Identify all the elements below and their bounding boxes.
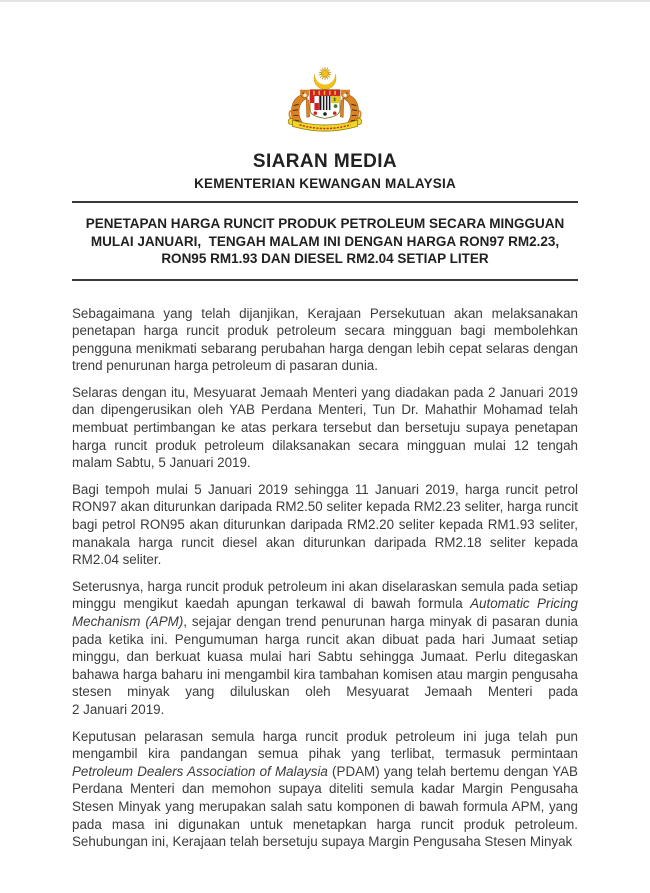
ministry-name: KEMENTERIAN KEWANGAN MALAYSIA — [194, 176, 456, 191]
divider-top — [72, 201, 578, 203]
headline-line: RON95 RM1.93 DAN DIESEL RM2.04 SETIAP LITER — [161, 251, 489, 266]
body-paragraph: Keputusan pelarasan semula harga runcit produk petroleum ini juga telah pun mengambil kira pandangan semua pihak yang terlibat, termasuk permintaan Petroleum Dealers Association of Malaysia (PDAM) yang telah bertemu dengan YAB Perdana Menteri dan memohon supaya diteliti semula kadar Margin Pengusaha Stesen Minyak yang merupakan salah satu komponen di bawah formula APM, yang pada masa ini digunakan untuk menetapkan harga runcit produk petroleum. Sehubungan ini, Kerajaan telah bersetuju supaya Margin Pengusaha Stesen Minyak — [72, 728, 578, 850]
document-title: SIARAN MEDIA — [252, 151, 398, 172]
body-paragraph: Selaras dengan itu, Mesyuarat Jemaah Menteri yang diadakan pada 2 Januari 2019 dan dipengerusikan oleh YAB Perdana Menteri, Tun Dr. Mahathir Mohamad telah membuat pertimbangan ke atas perkara tersebut dan bersetuju supaya penetapan harga runcit produk petroleum dilaksanakan secara mingguan mulai 12 tengah malam Sabtu, 5 Januari 2019. — [72, 384, 578, 471]
body-paragraph: Seterusnya, harga runcit produk petroleum ini akan diselaraskan semula pada setiap minggu mengikut kaedah apungan terkawal di bawah formula Automatic Pricing Mechanism (APM), sejajar dengan trend penurunan harga minyak di pasaran dunia pada ketika ini. Pengumuman harga runcit akan dibuat pada hari Jumaat setiap minggu, dan berkuat kuasa mulai hari Sabtu sehingga Jumaat. Perlu ditegaskan bahawa harga baharu ini mengambil kira tambahan komisen atau margin pengusaha stesen minyak yang diluluskan oleh Mesyuarat Jemaah Menteri pada 2 Januari 2019. — [72, 578, 578, 717]
press-release-body — [72, 305, 578, 860]
divider-bottom — [72, 279, 578, 281]
headline-line: PENETAPAN HARGA RUNCIT PRODUK PETROLEUM SECARA MINGGUAN — [85, 216, 565, 231]
headline-line: MULAI JANUARI, TENGAH MALAM INI DENGAN HARGA RON97 RM2.23, — [90, 233, 560, 249]
malaysia-coat-of-arms-icon — [281, 66, 369, 140]
headline — [86, 215, 565, 268]
body-paragraph: Sebagaimana yang telah dijanjikan, Kerajaan Persekutuan akan melaksanakan penetapan harga runcit produk petroleum secara mingguan bagi membolehkan pengguna menikmati sebarang perubahan harga dengan lebih cepat selaras dengan trend penurunan harga petroleum di pasaran dunia. — [72, 305, 578, 374]
body-paragraph: Bagi tempoh mulai 5 Januari 2019 sehingga 11 Januari 2019, harga runcit petrol RON97 akan diturunkan daripada RM2.50 seliter kepada RM2.23 seliter, harga runcit bagi petrol RON95 akan diturunkan daripada RM2.20 seliter kepada RM1.93 seliter, manakala harga runcit diesel akan diturunkan daripada RM2.18 seliter kepada RM2.04 seliter. — [72, 481, 578, 568]
press-release-page — [0, 2, 650, 893]
